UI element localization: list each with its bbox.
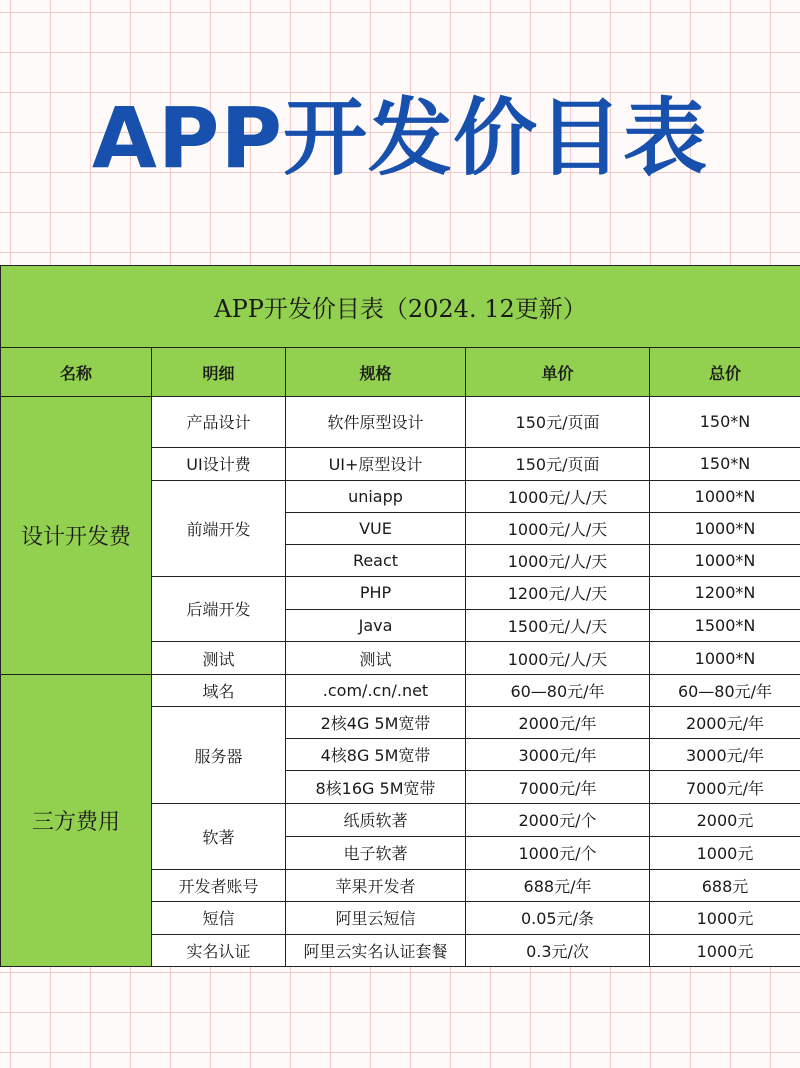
detail-cell: 后端开发	[152, 576, 286, 641]
spec-cell: Java	[286, 609, 466, 641]
spec-cell: uniapp	[286, 480, 466, 512]
total-price-cell: 1000*N	[650, 512, 800, 544]
category-third-party: 三方费用	[1, 675, 152, 967]
total-price-cell: 688元	[650, 869, 800, 901]
unit-price-cell: 150元/页面	[466, 447, 650, 480]
unit-price-cell: 0.3元/次	[466, 934, 650, 966]
header-total-price: 总价	[650, 348, 800, 397]
detail-cell: 域名	[152, 675, 286, 707]
total-price-cell: 1000*N	[650, 544, 800, 576]
header-name: 名称	[1, 348, 152, 397]
detail-cell: UI设计费	[152, 447, 286, 480]
unit-price-cell: 1500元/人/天	[466, 609, 650, 641]
total-price-cell: 2000元	[650, 804, 800, 836]
detail-cell: 前端开发	[152, 480, 286, 576]
spec-cell: VUE	[286, 512, 466, 544]
unit-price-cell: 7000元/年	[466, 771, 650, 804]
unit-price-cell: 0.05元/条	[466, 901, 650, 934]
table-row	[1, 675, 800, 707]
total-price-cell: 7000元/年	[650, 771, 800, 804]
total-price-cell: 3000元/年	[650, 739, 800, 771]
unit-price-cell: 1000元/人/天	[466, 480, 650, 512]
detail-cell: 产品设计	[152, 397, 286, 447]
header-detail: 明细	[152, 348, 286, 397]
table-caption-row	[1, 266, 800, 348]
table-caption: APP开发价目表（2024. 12更新）	[1, 266, 800, 348]
spec-cell: React	[286, 544, 466, 576]
total-price-cell: 1000*N	[650, 642, 800, 675]
unit-price-cell: 1000元/人/天	[466, 512, 650, 544]
spec-cell: 阿里云短信	[286, 901, 466, 934]
detail-cell: 开发者账号	[152, 869, 286, 901]
header-spec: 规格	[286, 348, 466, 397]
spec-cell: 纸质软著	[286, 804, 466, 836]
page-title: APP开发价目表	[91, 89, 709, 187]
table-header-row	[1, 348, 800, 397]
spec-cell: PHP	[286, 576, 466, 609]
spec-cell: 测试	[286, 642, 466, 675]
unit-price-cell: 3000元/年	[466, 739, 650, 771]
unit-price-cell: 2000元/年	[466, 707, 650, 739]
unit-price-cell: 688元/年	[466, 869, 650, 901]
detail-cell: 实名认证	[152, 934, 286, 966]
unit-price-cell: 1000元/人/天	[466, 642, 650, 675]
total-price-cell: 150*N	[650, 397, 800, 447]
unit-price-cell: 1000元/个	[466, 836, 650, 869]
header-unit-price: 单价	[466, 348, 650, 397]
spec-cell: 4核8G 5M宽带	[286, 739, 466, 771]
total-price-cell: 1200*N	[650, 576, 800, 609]
spec-cell: 苹果开发者	[286, 869, 466, 901]
detail-cell: 服务器	[152, 707, 286, 804]
unit-price-cell: 1000元/人/天	[466, 544, 650, 576]
total-price-cell: 1000元	[650, 836, 800, 869]
spec-cell: 阿里云实名认证套餐	[286, 934, 466, 966]
price-table	[0, 265, 800, 967]
total-price-cell: 1000*N	[650, 480, 800, 512]
unit-price-cell: 2000元/个	[466, 804, 650, 836]
category-design-dev: 设计开发费	[1, 397, 152, 675]
total-price-cell: 150*N	[650, 447, 800, 480]
total-price-cell: 60—80元/年	[650, 675, 800, 707]
spec-cell: 2核4G 5M宽带	[286, 707, 466, 739]
detail-cell: 短信	[152, 901, 286, 934]
total-price-cell: 1000元	[650, 901, 800, 934]
total-price-cell: 1500*N	[650, 609, 800, 641]
total-price-cell: 2000元/年	[650, 707, 800, 739]
detail-cell: 测试	[152, 642, 286, 675]
detail-cell: 软著	[152, 804, 286, 869]
table-row	[1, 397, 800, 447]
spec-cell: 电子软著	[286, 836, 466, 869]
spec-cell: .com/.cn/.net	[286, 675, 466, 707]
unit-price-cell: 60—80元/年	[466, 675, 650, 707]
spec-cell: 8核16G 5M宽带	[286, 771, 466, 804]
spec-cell: UI+原型设计	[286, 447, 466, 480]
unit-price-cell: 150元/页面	[466, 397, 650, 447]
spec-cell: 软件原型设计	[286, 397, 466, 447]
total-price-cell: 1000元	[650, 934, 800, 966]
unit-price-cell: 1200元/人/天	[466, 576, 650, 609]
